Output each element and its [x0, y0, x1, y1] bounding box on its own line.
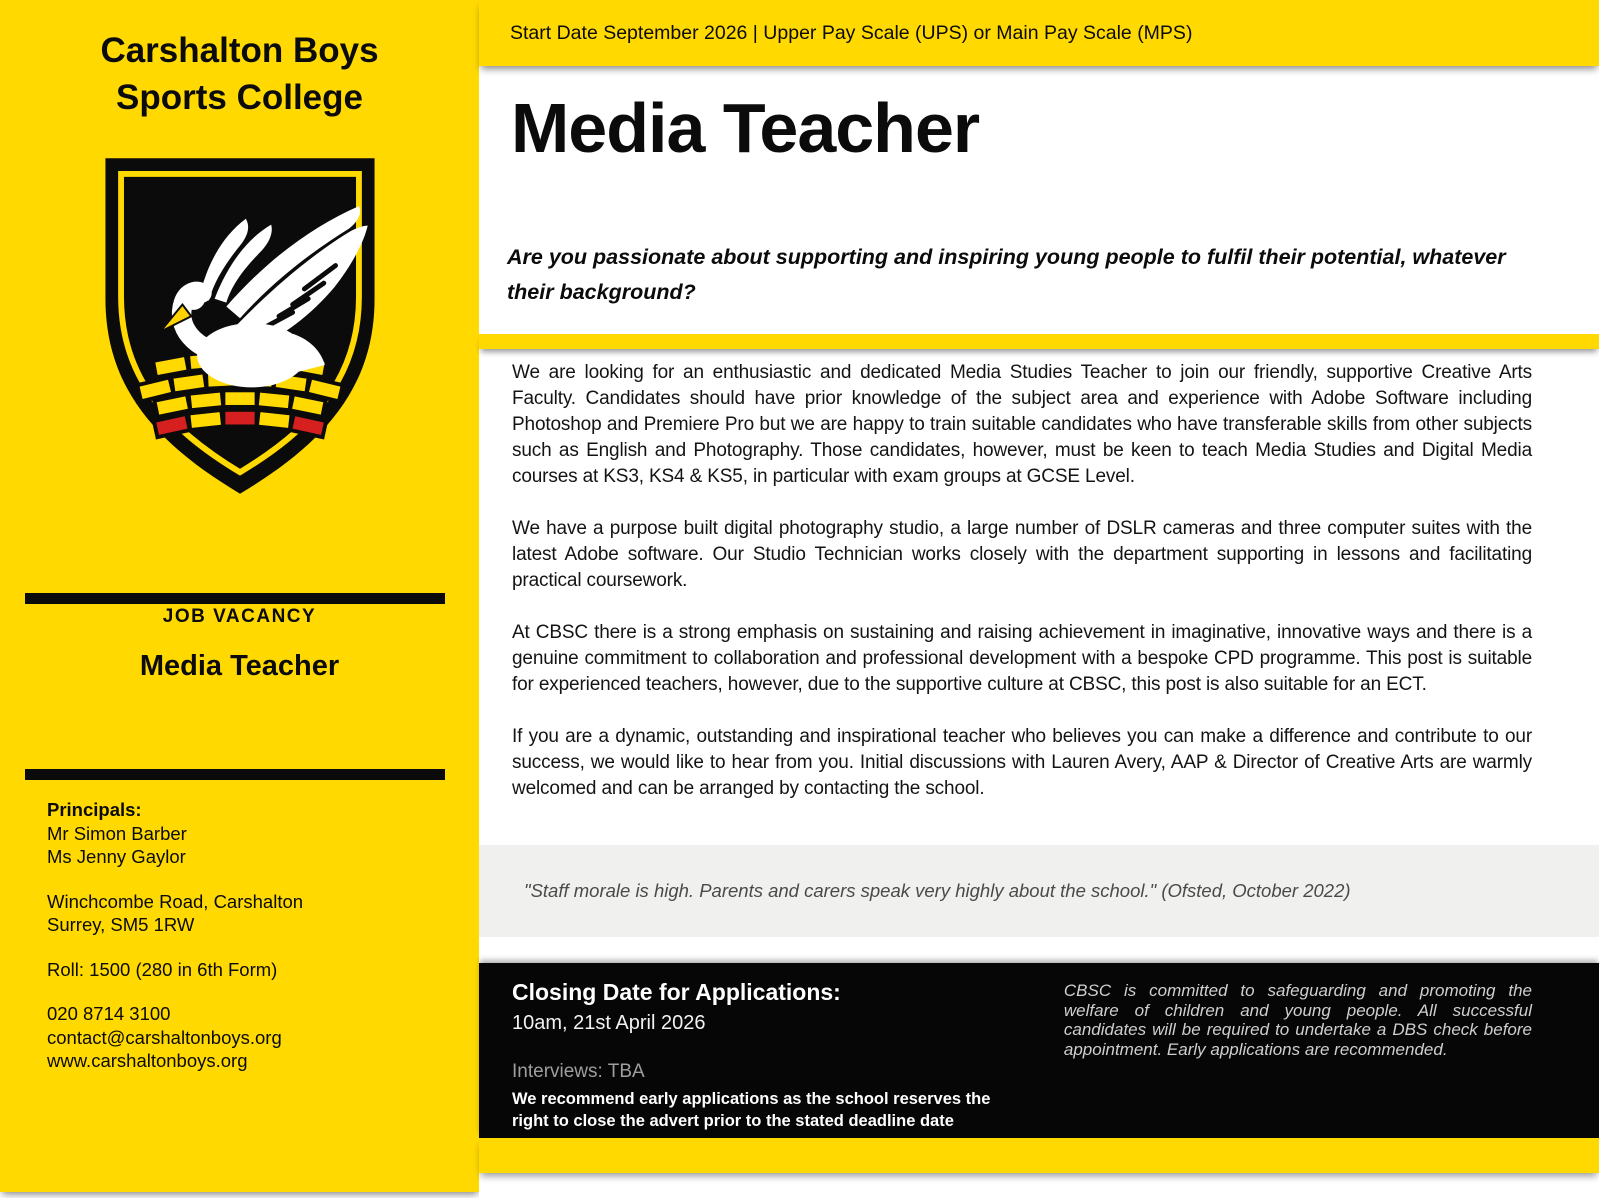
website-url: www.carshaltonboys.org	[47, 1050, 248, 1071]
body-paragraph: We have a purpose built digital photography studio, a large number of DSLR cameras and three computer suites with the latest Adobe software. Our Studio Technician works closely with the department supporting in lessons and facilitating practical coursework.	[512, 518, 1532, 591]
sidebar-vacancy-title: Media Teacher	[139, 650, 340, 682]
principal-name: Mr Simon Barber	[47, 822, 187, 844]
closing-heading: Closing Date for Applications:	[512, 979, 841, 1005]
crest-container	[0, 148, 479, 509]
school-name-line1: Carshalton Boys	[100, 31, 379, 70]
job-description	[512, 352, 1532, 828]
school-name	[0, 27, 479, 121]
bottom-yellow-band	[479, 1138, 1599, 1173]
body-paragraph: We are looking for an enthusiastic and dedicated Media Studies Teacher to join our friendly, supportive Creative Arts Faculty. Candidates should have prior knowledge of the subject area and experience with Adobe Software including Photoshop and Premiere Pro but we are happy to train suitable candidates who have transferable skills from other subjects such as English and Photography. Those candidates, however, must be keen to teach Media Studies and Digital Media courses at KS3, KS4 & KS5, in particular with exam groups at GCSE Level.	[512, 362, 1532, 487]
phone-number: 020 8714 3100	[47, 1003, 171, 1024]
closing-details	[512, 979, 1064, 1138]
main-content	[479, 0, 1599, 1198]
address-line: Winchcombe Road, Carshalton	[47, 890, 304, 912]
principal-name: Ms Jenny Gaylor	[47, 846, 186, 867]
sidebar	[0, 0, 479, 1192]
safeguarding-statement-container	[1064, 979, 1532, 1138]
school-contact-info	[47, 798, 449, 1073]
black-rule-bottom	[25, 769, 445, 780]
interviews-status: Interviews: TBA	[512, 1061, 645, 1082]
ofsted-quote-strip	[479, 845, 1599, 937]
email-address: contact@carshaltonboys.org	[47, 1026, 282, 1048]
closing-date: 10am, 21st April 2026	[512, 1012, 706, 1034]
start-date-pay-scale: Start Date September 2026 | Upper Pay Scale (UPS) or Main Pay Scale (MPS)	[510, 21, 1193, 44]
yellow-divider	[479, 334, 1599, 349]
page-title: Media Teacher	[511, 89, 980, 167]
early-applications-note: We recommend early applications as the school reserves the right to close the advert prior to the stated deadline date	[512, 1090, 991, 1130]
body-paragraph: If you are a dynamic, outstanding and inspirational teacher who believes you can make a difference and contribute to our success, we would like to hear from you. Initial discussions with Lauren Avery, AAP & Director of Creative Arts are warmly welcomed and can be arranged by contacting the school.	[512, 726, 1532, 799]
school-crest-logo	[84, 148, 396, 504]
black-rule-top	[25, 593, 445, 604]
intro-question: Are you passionate about supporting and inspiring young people to fulfil their potential, whatever their background?	[507, 245, 1506, 304]
body-paragraph: At CBSC there is a strong emphasis on sustaining and raising achievement in imaginative, innovative ways and there is a genuine commitment to collaboration and professional development with a bespoke CPD programme. This post is suitable for experienced teachers, however, due to the supportive culture at CBSC, this post is also suitable for an ECT.	[512, 622, 1532, 695]
address-line: Surrey, SM5 1RW	[47, 914, 195, 935]
job-vacancy-label: JOB VACANCY	[162, 606, 317, 627]
principals-heading: Principals:	[47, 799, 142, 820]
roll-info: Roll: 1500 (280 in 6th Form)	[47, 958, 278, 980]
closing-panel	[479, 963, 1599, 1138]
top-info-bar	[479, 0, 1599, 66]
ofsted-quote-text: "Staff morale is high. Parents and carers speak very highly about the school." (Ofsted, October 2022)	[524, 880, 1351, 901]
school-name-line2: Sports College	[116, 78, 363, 117]
safeguarding-statement: CBSC is committed to safeguarding and promoting the welfare of children and young people. All successful candidates will be required to undertake a DBS check before appointment. Early applications are recommended.	[1063, 981, 1532, 1059]
